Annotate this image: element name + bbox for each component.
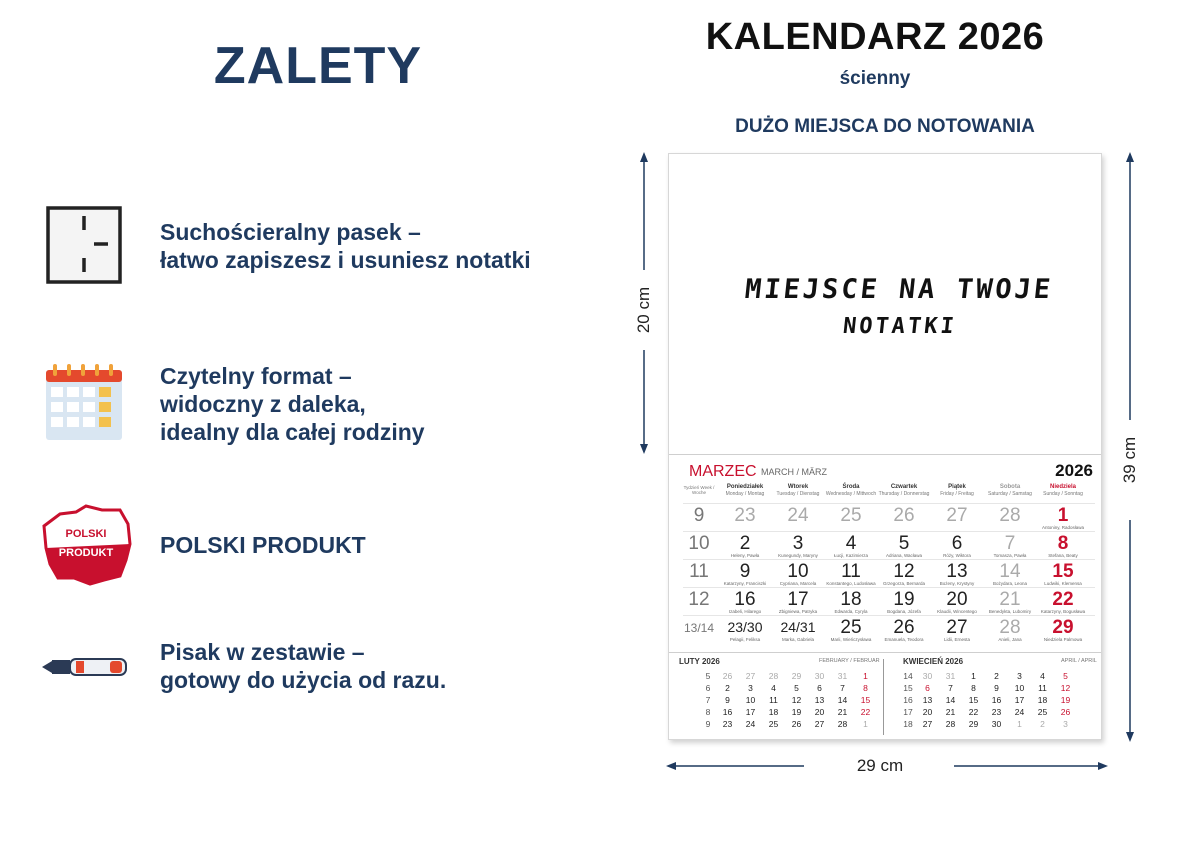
day-number: 24/31 — [780, 619, 816, 635]
mini-week-number: 16 — [903, 695, 913, 705]
name-day: Antoniny, Radosława — [1042, 525, 1084, 530]
day-header: Poniedziałek Monday / Montag — [725, 484, 765, 497]
mini-day-number: 27 — [922, 719, 933, 729]
month-alt-name: MARCH / MÄRZ — [761, 467, 827, 477]
product-subtitle: ścienny — [839, 68, 911, 89]
day-header: Sobota Saturday / Samstag — [988, 484, 1032, 497]
name-day: Róży, Wiktora — [943, 553, 971, 558]
mini-day-number: 13 — [814, 695, 825, 705]
year-label: 2026 — [1055, 461, 1093, 480]
mini-day-number: 15 — [968, 695, 979, 705]
name-day: Katarzyny, Bogusława — [1040, 609, 1086, 614]
badge-bottom-text: PRODUKT — [58, 547, 114, 559]
mini-day-number: 27 — [745, 671, 756, 681]
product-tagline: DUŻO MIEJSCA DO NOTOWANIA — [735, 116, 1035, 137]
mini-day-number: 11 — [769, 695, 778, 705]
week-row-divider — [683, 531, 1095, 532]
mini-day-number: 31 — [945, 671, 956, 681]
mini-week-number: 9 — [705, 719, 711, 729]
name-day: Zbigniewa, Patryka — [778, 609, 818, 614]
mini-day-number: 20 — [814, 707, 825, 717]
week-row-divider — [683, 587, 1095, 588]
mini-day-number: 19 — [1060, 695, 1071, 705]
mini-day-number: 22 — [968, 707, 979, 717]
polish-product-badge-icon — [40, 504, 132, 586]
day-number: 25 — [840, 617, 862, 638]
week-row-divider — [683, 503, 1095, 504]
mini-day-number: 5 — [1063, 671, 1068, 681]
width-label: 29 cm — [856, 756, 904, 775]
week-number: 9 — [693, 505, 705, 526]
mini-day-number: 1 — [971, 671, 976, 681]
mini-day-number: 25 — [1037, 707, 1048, 717]
mini-day-number: 17 — [745, 707, 756, 717]
mini-next-alt: APRIL / APRIL — [1061, 658, 1097, 664]
day-number: 18 — [840, 589, 862, 610]
feature-text-whiteboard: Suchościeralny pasek – łatwo zapiszesz i usuniesz notatki — [160, 219, 531, 273]
mini-day-number: 3 — [748, 683, 753, 693]
day-number: 26 — [893, 505, 915, 526]
week-number: 11 — [689, 561, 709, 582]
day-number: 19 — [893, 589, 915, 610]
mini-day-number: 1 — [1017, 719, 1022, 729]
note-handwriting-line1: MIEJSCE NA TWOJE — [743, 274, 1055, 305]
name-day: Konstantego, Ludosława — [826, 581, 876, 586]
day-number: 28 — [999, 505, 1021, 526]
height-total-label: 39 cm — [1120, 436, 1139, 484]
name-day: Benedykta, Lubomiry — [988, 609, 1032, 614]
mini-day-number: 30 — [922, 671, 933, 681]
mini-day-number: 8 — [971, 683, 976, 693]
name-day: Bogdana, Józefa — [887, 609, 921, 614]
day-number: 9 — [739, 561, 751, 582]
day-number: 23 — [734, 505, 756, 526]
day-header: Wtorek Tuesday / Dienstag — [776, 484, 820, 497]
mini-day-number: 24 — [745, 719, 756, 729]
name-day: Cypriana, Marcela — [779, 581, 817, 586]
mini-day-number: 28 — [945, 719, 956, 729]
name-day: Adriana, Wacława — [885, 553, 923, 558]
name-day: Katarzyny, Franciszki — [723, 581, 767, 586]
mini-day-number: 23 — [722, 719, 733, 729]
mini-day-number: 16 — [722, 707, 733, 717]
mini-day-number: 25 — [768, 719, 779, 729]
mini-day-number: 15 — [860, 695, 871, 705]
day-number: 28 — [999, 617, 1021, 638]
mini-week-number: 17 — [903, 707, 913, 717]
name-day: Anieli, Jana — [998, 637, 1022, 642]
badge-top-text: POLSKI — [65, 528, 107, 540]
mini-day-number: 8 — [863, 683, 868, 693]
feature-text-format: Czytelny format – widoczny z daleka, idealny dla całej rodziny — [160, 363, 425, 445]
mini-prev-title: LUTY 2026 — [679, 657, 720, 666]
week-column-header: Tydzień Week / Woche — [683, 485, 715, 495]
name-day: Bożydara, Leona — [992, 581, 1028, 586]
mini-day-number: 6 — [817, 683, 822, 693]
mini-day-number: 26 — [722, 671, 733, 681]
name-day: Ludwiki, Klemensa — [1044, 581, 1082, 586]
mini-day-number: 26 — [791, 719, 802, 729]
height-note-label: 20 cm — [634, 286, 653, 334]
mini-day-number: 10 — [1014, 683, 1025, 693]
main-month-grid — [669, 454, 1101, 653]
day-header: Środa Wednesday / Mittwoch — [825, 484, 877, 497]
day-number: 27 — [946, 617, 968, 638]
day-number: 11 — [841, 561, 861, 582]
name-day: Niedziela Palmowa — [1043, 637, 1083, 642]
mini-day-number: 17 — [1014, 695, 1025, 705]
mini-day-number: 12 — [791, 695, 802, 705]
mini-day-number: 18 — [1037, 695, 1048, 705]
mini-day-number: 9 — [725, 695, 730, 705]
day-number: 2 — [739, 533, 751, 554]
mini-day-number: 2 — [1040, 719, 1045, 729]
mini-day-number: 21 — [837, 707, 848, 717]
day-number: 1 — [1057, 505, 1069, 526]
day-number: 23/30 — [727, 619, 763, 635]
name-day: Emanuela, Teodora — [884, 637, 924, 642]
mini-day-number: 29 — [968, 719, 979, 729]
day-number: 25 — [840, 505, 862, 526]
name-day: Marii, Wieńczysława — [830, 637, 872, 642]
mini-week-number: 5 — [705, 671, 711, 681]
week-row-divider — [683, 615, 1095, 616]
day-number: 17 — [787, 589, 809, 610]
mini-day-number: 4 — [771, 683, 776, 693]
day-number: 4 — [845, 533, 857, 554]
name-day: Marka, Gabriela — [781, 637, 814, 642]
mini-day-number: 14 — [945, 695, 956, 705]
name-day: Edwarda, Cyryla — [834, 609, 868, 614]
mini-day-number: 22 — [860, 707, 871, 717]
mini-day-number: 3 — [1063, 719, 1068, 729]
day-header: Piątek Friday / Freitag — [940, 484, 974, 497]
mini-day-number: 14 — [837, 695, 848, 705]
mini-week-number: 8 — [705, 707, 711, 717]
day-header: Czwartek Thursday / Donnerstag — [878, 484, 930, 497]
name-day: Tomasza, Pawła — [993, 553, 1027, 558]
mini-week-number: 15 — [903, 683, 913, 693]
note-area — [669, 154, 1101, 454]
day-number: 27 — [946, 505, 968, 526]
day-number: 20 — [946, 589, 968, 610]
mini-calendars — [669, 652, 1101, 740]
mini-day-number: 2 — [994, 671, 999, 681]
mini-day-number: 13 — [922, 695, 933, 705]
day-number: 16 — [734, 589, 756, 610]
name-day: Lidii, Ernesta — [943, 637, 970, 642]
day-header: Niedziela Sunday / Sonntag — [1043, 484, 1083, 497]
mini-week-number: 7 — [705, 695, 711, 705]
name-day: Pelagii, Feliksa — [729, 637, 761, 642]
mini-day-number: 9 — [994, 683, 999, 693]
mini-day-number: 3 — [1017, 671, 1022, 681]
week-number: 10 — [688, 533, 710, 554]
day-number: 7 — [1004, 533, 1016, 554]
day-number: 14 — [999, 561, 1021, 582]
mini-next-title: KWIECIEŃ 2026 — [903, 657, 964, 666]
mini-week-number: 6 — [705, 683, 711, 693]
week-number: 13/14 — [683, 621, 715, 635]
mini-day-number: 30 — [814, 671, 825, 681]
calendar-grid-icon — [44, 362, 124, 442]
mini-day-number: 28 — [768, 671, 779, 681]
mini-day-number: 4 — [1040, 671, 1045, 681]
day-number: 8 — [1057, 533, 1069, 554]
mini-divider — [883, 659, 884, 735]
day-number: 3 — [792, 533, 804, 554]
mini-day-number: 12 — [1060, 683, 1071, 693]
name-day: Heleny, Pawła — [730, 553, 760, 558]
mini-day-number: 5 — [794, 683, 799, 693]
mini-day-number: 7 — [840, 683, 845, 693]
mini-day-number: 1 — [863, 719, 868, 729]
name-day: Łucji, Kazimierza — [833, 553, 868, 558]
name-day: Klaudii, Wincentego — [937, 609, 977, 614]
marker-pen-icon — [40, 655, 130, 679]
day-number: 6 — [951, 533, 963, 554]
week-number: 12 — [688, 589, 710, 610]
mini-day-number: 18 — [768, 707, 779, 717]
day-number: 10 — [787, 561, 809, 582]
mini-day-number: 16 — [991, 695, 1002, 705]
mini-day-number: 31 — [837, 671, 848, 681]
month-name: MARZEC — [689, 463, 757, 480]
mini-day-number: 27 — [814, 719, 825, 729]
day-number: 5 — [898, 533, 910, 554]
name-day: Grzegorza, Bernarda — [882, 581, 926, 586]
feature-text-polish: POLSKI PRODUKT — [160, 532, 366, 558]
feature-text-marker: Pisak w zestawie – gotowy do użycia od razu. — [160, 639, 447, 693]
mini-day-number: 30 — [991, 719, 1002, 729]
wall-calendar-sheet — [668, 153, 1102, 740]
mini-day-number: 2 — [725, 683, 730, 693]
whiteboard-icon — [46, 206, 122, 284]
name-day: Bożeny, Krystyny — [939, 581, 975, 586]
mini-day-number: 28 — [837, 719, 848, 729]
mini-day-number: 19 — [791, 707, 802, 717]
day-number: 22 — [1052, 589, 1074, 610]
name-day: Izabeli, Hilarego — [728, 609, 762, 614]
mini-day-number: 11 — [1038, 683, 1047, 693]
name-day: Stefana, Beaty — [1048, 553, 1078, 558]
day-number: 13 — [946, 561, 968, 582]
mini-day-number: 24 — [1014, 707, 1025, 717]
mini-week-number: 14 — [903, 671, 913, 681]
product-title: KALENDARZ 2026 — [705, 16, 1045, 58]
week-row-divider — [683, 559, 1095, 560]
mini-day-number: 6 — [925, 683, 930, 693]
day-number: 15 — [1052, 561, 1074, 582]
mini-day-number: 7 — [948, 683, 953, 693]
mini-day-number: 26 — [1060, 707, 1071, 717]
day-number: 29 — [1052, 617, 1074, 638]
mini-prev-alt: FEBRUARY / FEBRUAR — [819, 658, 880, 664]
mini-day-number: 23 — [991, 707, 1002, 717]
name-day: Kunegundy, Maryny — [778, 553, 818, 558]
mini-day-number: 29 — [791, 671, 802, 681]
mini-week-number: 18 — [903, 719, 913, 729]
mini-day-number: 1 — [863, 671, 868, 681]
advantages-title: ZALETY — [213, 37, 423, 95]
day-number: 24 — [787, 505, 809, 526]
day-number: 12 — [893, 561, 915, 582]
day-number: 26 — [893, 617, 915, 638]
mini-day-number: 10 — [745, 695, 756, 705]
note-handwriting-line2: NOTATKI — [841, 314, 959, 339]
mini-day-number: 21 — [945, 707, 956, 717]
day-number: 21 — [999, 589, 1021, 610]
mini-day-number: 20 — [922, 707, 933, 717]
